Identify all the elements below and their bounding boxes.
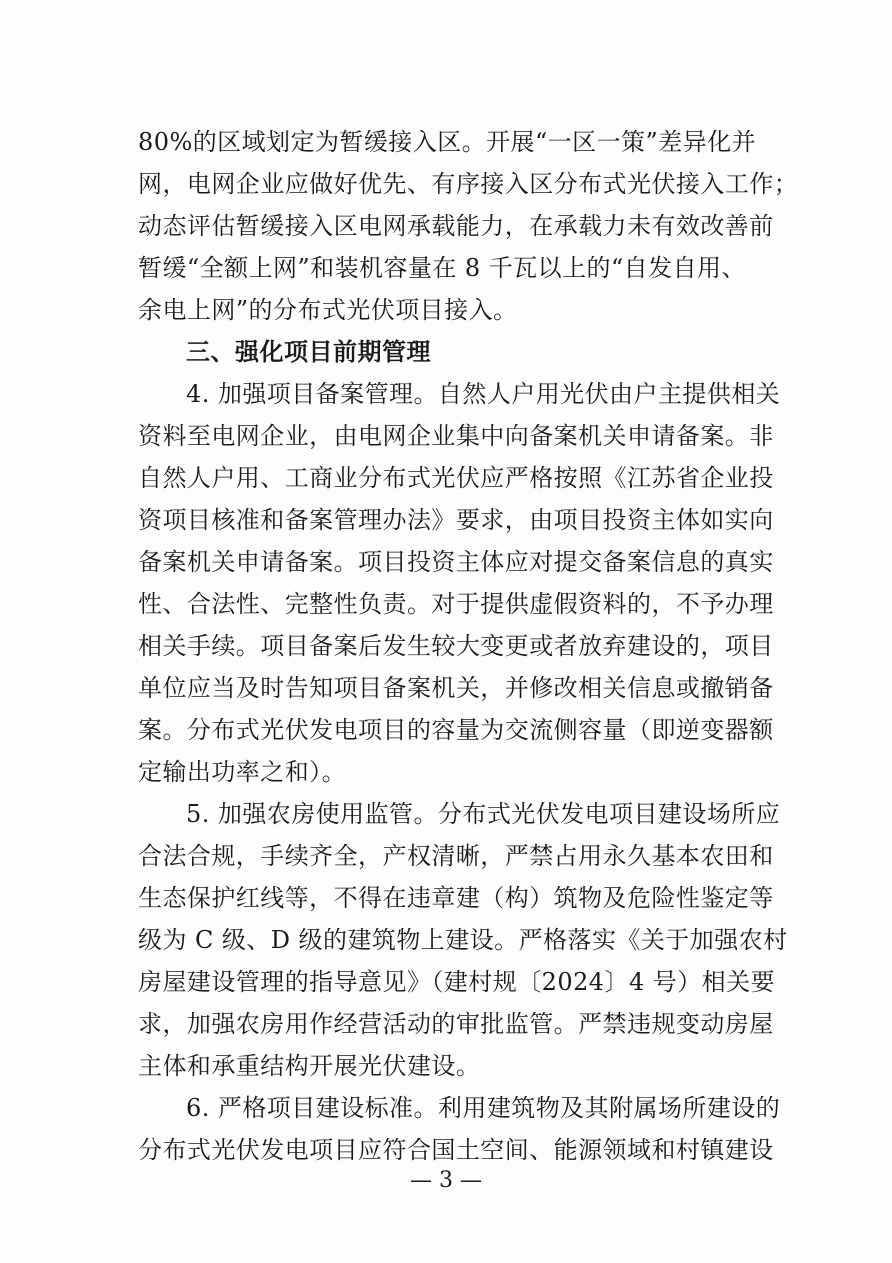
body-line-21: 房屋建设管理的指导意见》（建村规〔2024〕4 号）相关要 <box>138 968 776 996</box>
body-line-13: 相关手续。项目备案后发生较大变更或者放弃建设的，项目 <box>138 632 774 660</box>
body-line-5: 余电上网”的分布式光伏项目接入。 <box>138 296 518 324</box>
body-line-23: 主体和承重结构开展光伏建设。 <box>138 1052 481 1080</box>
body-line-10: 资项目核准和备案管理办法》要求，由项目投资主体如实向 <box>138 506 774 534</box>
body-line-25: 分布式光伏发电项目应符合国土空间、能源领域和村镇建设 <box>138 1136 774 1164</box>
body-line-1: 80%的区域划定为暂缓接入区。开展“一区一策”差异化并 <box>138 128 757 156</box>
page-number: — 3 — <box>410 1168 482 1193</box>
item-6-first-line: 6. 严格项目建设标准。利用建筑物及其附属场所建设的 <box>186 1094 781 1122</box>
body-line-2: 网，电网企业应做好优先、有序接入区分布式光伏接入工作； <box>138 170 799 198</box>
body-line-20: 级为 C 级、D 级的建筑物上建设。严格落实《关于加强农村 <box>138 926 788 954</box>
item-4-first-line: 4. 加强项目备案管理。自然人户用光伏由户主提供相关 <box>186 380 781 408</box>
body-line-15: 案。分布式光伏发电项目的容量为交流侧容量（即逆变器额 <box>138 716 774 744</box>
body-line-22: 求，加强农房用作经营活动的审批监管。严禁违规变动房屋 <box>138 1010 774 1038</box>
body-line-11: 备案机关申请备案。项目投资主体应对提交备案信息的真实 <box>138 548 774 576</box>
body-line-4: 暂缓“全额上网”和装机容量在 8 千瓦以上的“自发自用、 <box>138 254 746 282</box>
item-5-first-line: 5. 加强农房使用监管。分布式光伏发电项目建设场所应 <box>186 800 781 828</box>
body-line-19: 生态保护红线等，不得在违章建（构）筑物及危险性鉴定等 <box>138 884 774 912</box>
body-line-3: 动态评估暂缓接入区电网承载能力，在承载力未有效改善前 <box>138 212 774 240</box>
body-line-14: 单位应当及时告知项目备案机关，并修改相关信息或撤销备 <box>138 674 774 702</box>
body-line-12: 性、合法性、完整性负责。对于提供虚假资料的，不予办理 <box>138 590 774 618</box>
body-line-18: 合法合规，手续齐全，产权清晰，严禁占用永久基本农田和 <box>138 842 774 870</box>
body-line-8: 资料至电网企业，由电网企业集中向备案机关申请备案。非 <box>138 422 774 450</box>
body-line-9: 自然人户用、工商业分布式光伏应严格按照《江苏省企业投 <box>138 464 774 492</box>
body-line-16: 定输出功率之和）。 <box>138 758 347 786</box>
section-heading: 三、强化项目前期管理 <box>186 338 431 366</box>
